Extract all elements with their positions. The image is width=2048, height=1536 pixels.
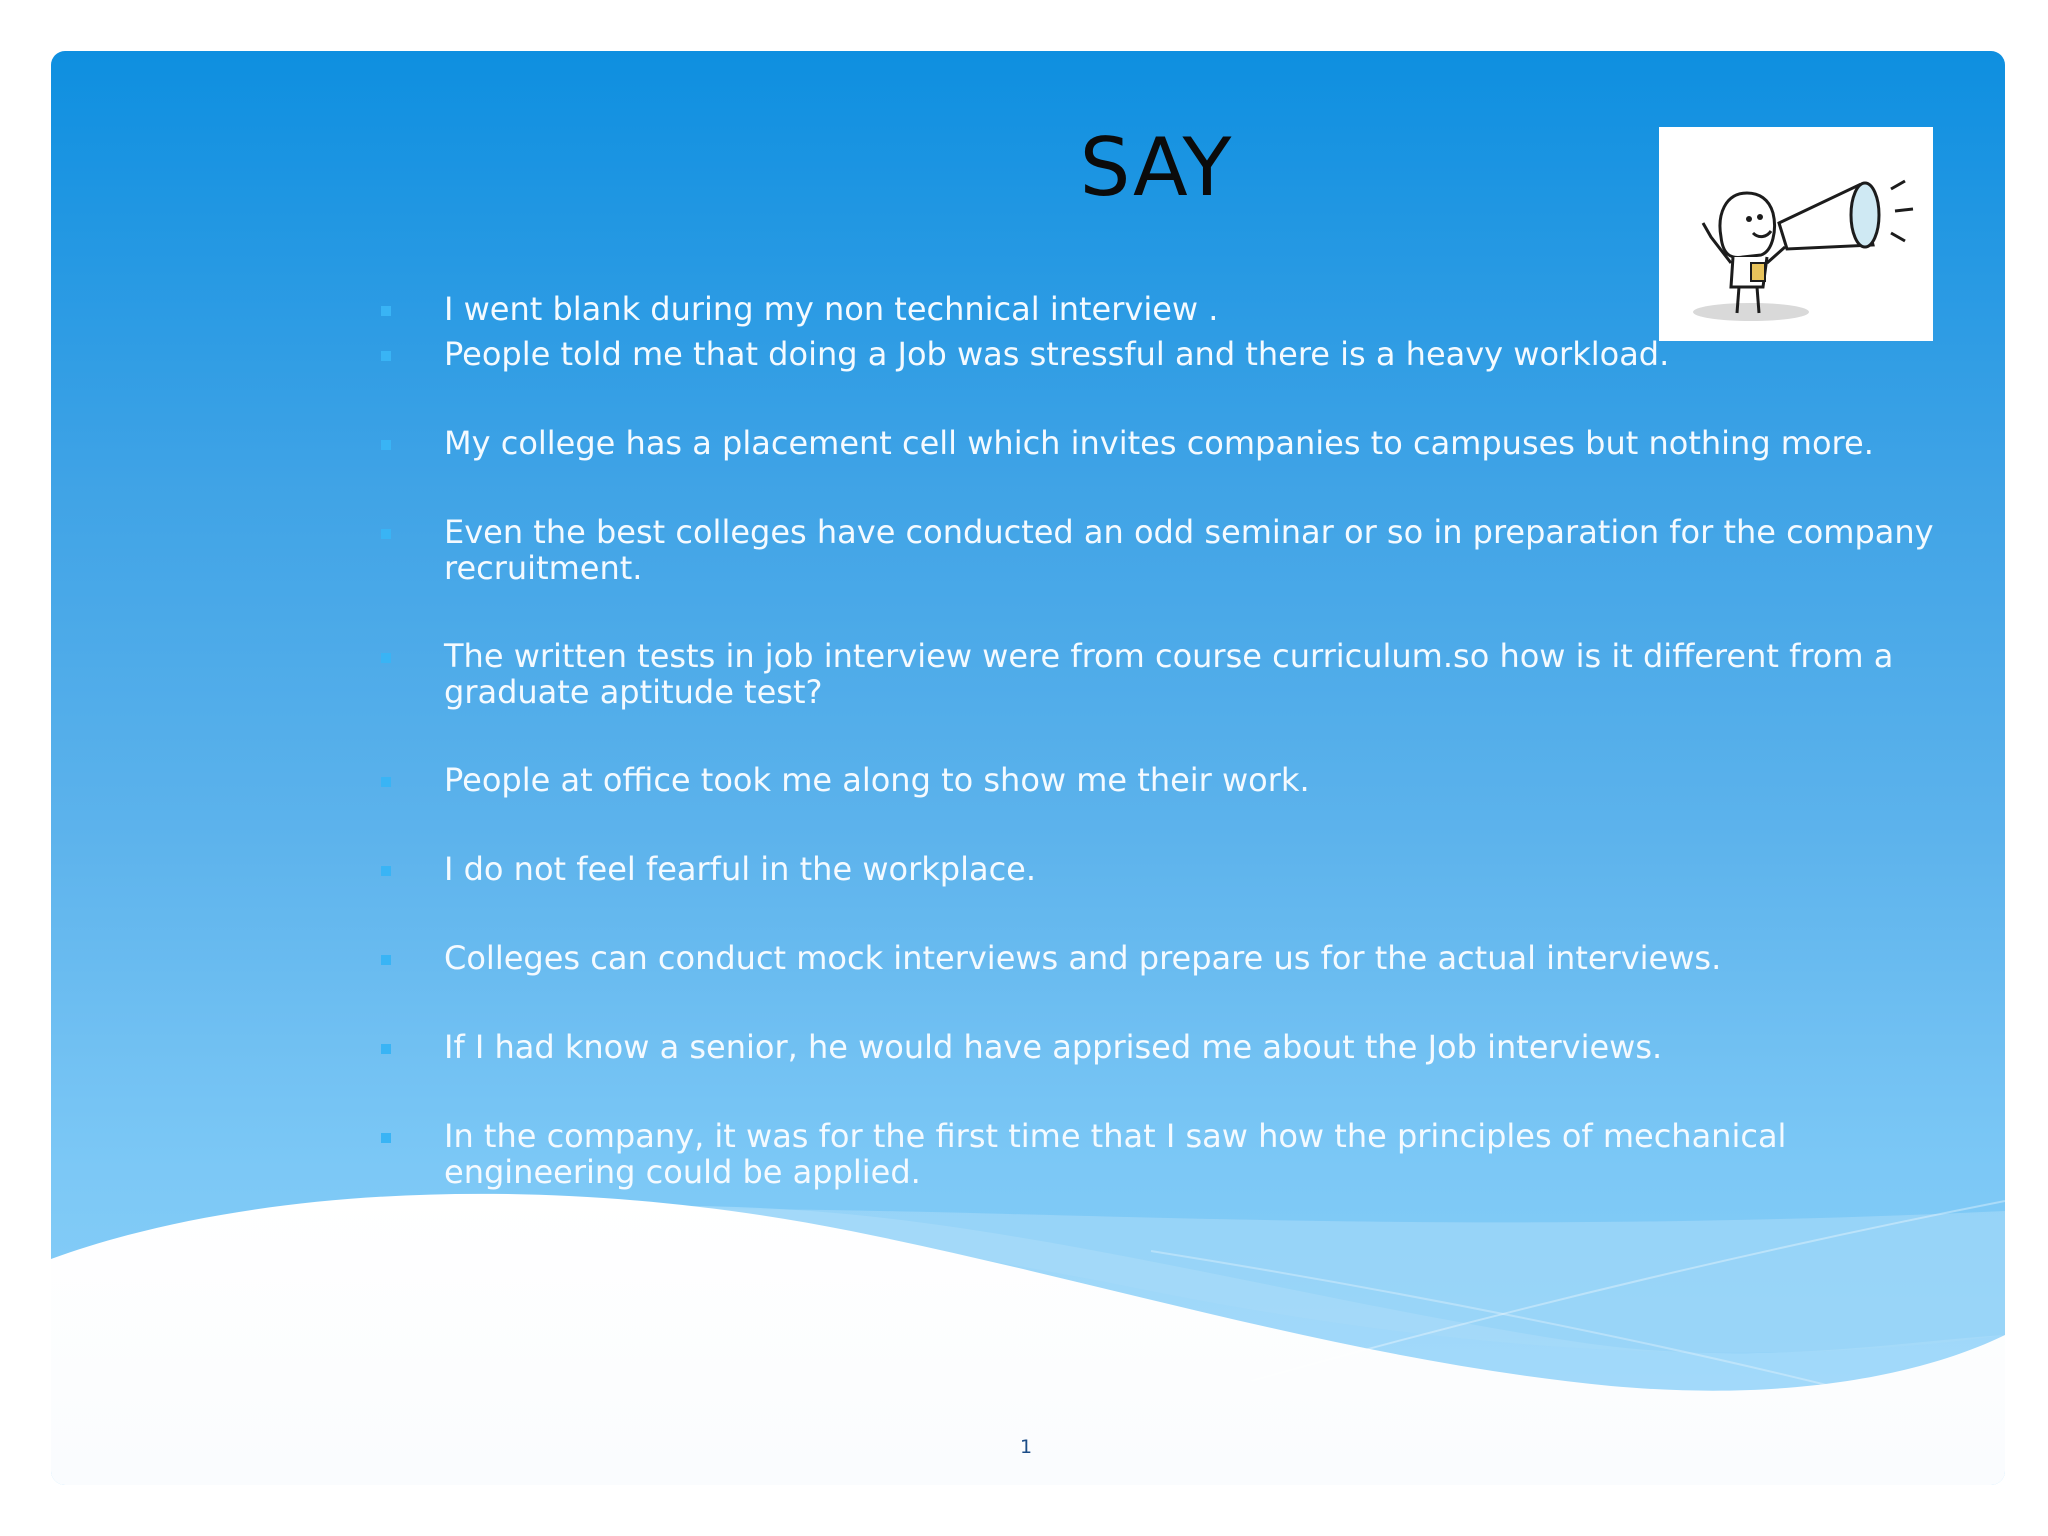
- bullet-marker: [381, 1044, 391, 1054]
- bullet-marker: [381, 1133, 391, 1143]
- bullet-text: In the company, it was for the first time that I saw how the principles of mechanical engineering could be applied.: [444, 1117, 1787, 1191]
- bullet-text: I went blank during my non technical interview .: [444, 290, 1219, 328]
- page-number: 1: [1019, 1436, 1033, 1458]
- bullet-marker: [381, 306, 391, 316]
- bullet-marker: [381, 777, 391, 787]
- bullet-text: People told me that doing a Job was stressful and there is a heavy workload.: [444, 335, 1670, 373]
- bullet-text: My college has a placement cell which invites companies to campuses but nothing more.: [444, 424, 1874, 462]
- bullet-text: I do not feel fearful in the workplace.: [444, 850, 1037, 888]
- bullet-text: People at office took me along to show me their work.: [444, 761, 1310, 799]
- bullet-text: If I had know a senior, he would have apprised me about the Job interviews.: [444, 1028, 1663, 1066]
- bullet-text: Even the best colleges have conducted an odd seminar or so in preparation for the company recruitment.: [444, 513, 1934, 587]
- bullet-text: Colleges can conduct mock interviews and prepare us for the actual interviews.: [444, 939, 1722, 977]
- bullet-marker: [381, 955, 391, 965]
- slide-panel: [51, 51, 2005, 1485]
- bullet-marker: [381, 351, 391, 361]
- bullet-marker: [381, 653, 391, 663]
- bullet-text: The written tests in job interview were from course curriculum.so how is it different from a graduate aptitude test?: [444, 637, 1894, 711]
- slide-title: SAY: [1079, 121, 1233, 214]
- bullet-marker: [381, 440, 391, 450]
- bullet-marker: [381, 529, 391, 539]
- bullet-marker: [381, 866, 391, 876]
